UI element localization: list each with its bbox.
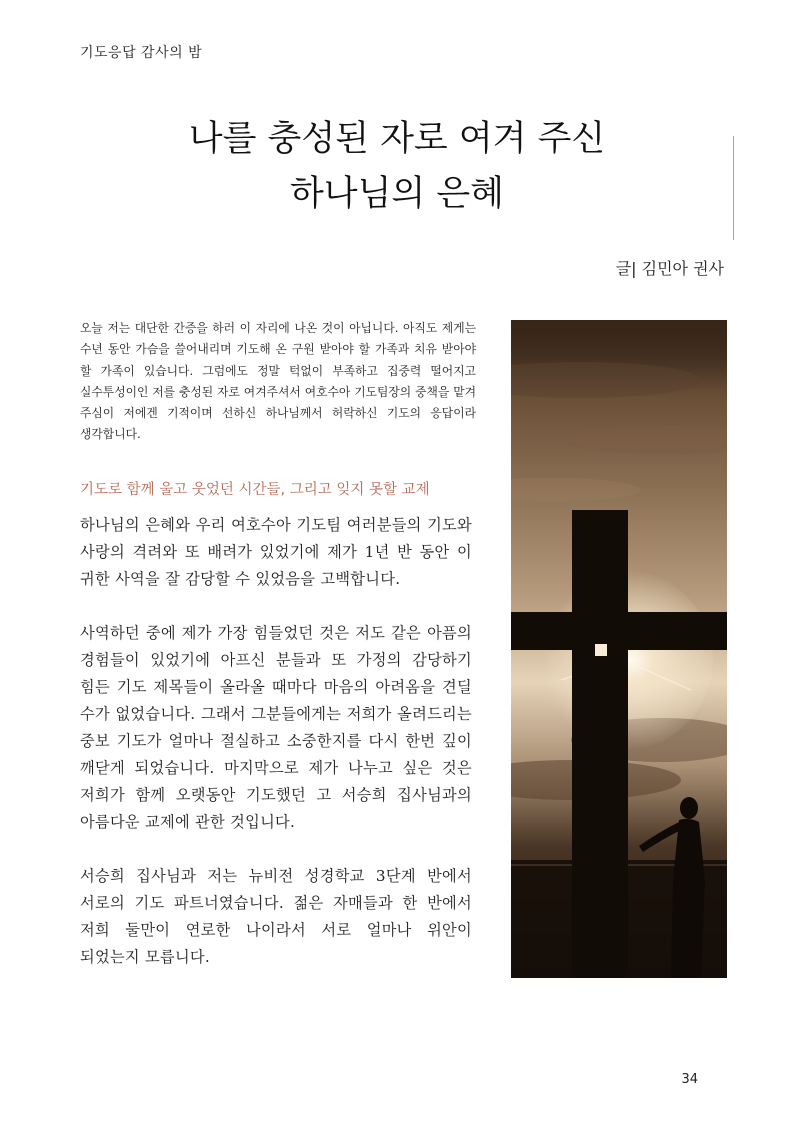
body-paragraph-1: 하나님의 은혜와 우리 여호수아 기도팀 여러분들의 기도와 사랑의 격려와 또 배려가 있었기에 제가 1년 반 동안 이 귀한 사역을 잘 감당할 수 있었음을 고백합니다. (80, 516, 472, 588)
title-line-1: 나를 충성된 자로 여겨 주신 (188, 119, 606, 159)
article-title (100, 112, 694, 222)
section-subheading: 기도로 함께 울고 웃었던 시간들, 그리고 잊지 못할 교제 (80, 482, 430, 498)
body-paragraph-3: 서승희 집사님과 저는 뉴비전 성경학교 3단계 반에서 서로의 기도 파트너였습니다. 젊은 자매들과 한 반에서 저희 둘만이 연로한 나이라서 서로 얼마나 위안이 되었는지 모릅니다. (80, 867, 472, 966)
byline: 글| 김민아 권사 (615, 259, 724, 278)
cross-sunset-photo (511, 320, 727, 978)
section-label: 기도응답 감사의 밤 (80, 45, 203, 61)
body-paragraph-2: 사역하던 중에 제가 가장 힘들었던 것은 저도 같은 아픔의 경험들이 있었기에 아프신 분들과 또 가정의 감당하기 힘든 기도 제목들이 올라올 때마다 마음의 아려옴을 견딜 수가 없었습니다. 그래서 그분들에게는 저희가 올려드리는 중보 기도가 얼마나 절실하고 소중한지를 다시 한번 깊이 깨닫게 되었습니다. 마지막으로 제가 나누고 싶은 것은 저희가 함께 오랫동안 기도했던 고 서승희 집사님과의 아름다운 교제에 관한 것입니다. (80, 624, 472, 831)
intro-paragraph: 오늘 저는 대단한 간증을 하러 이 자리에 나온 것이 아닙니다. 아직도 제게는 수년 동안 가슴을 쓸어내리며 기도해 온 구원 받아야 할 가족과 치유 받아야 할 가족이 있습니다. 그럼에도 정말 턱없이 부족하고 집중력 떨어지고 실수투성이인 저를 충성된 자로 여겨주셔서 여호수아 기도팀장의 중책을 맡겨 주심이 저에겐 기적이며 선하신 하나님께서 허락하신 기도의 응답이라 생각합니다. (80, 321, 476, 442)
article-body (80, 512, 472, 998)
page-number: 34 (681, 1072, 698, 1087)
accent-rule (733, 136, 734, 240)
title-line-2: 하나님의 은혜 (290, 174, 504, 214)
